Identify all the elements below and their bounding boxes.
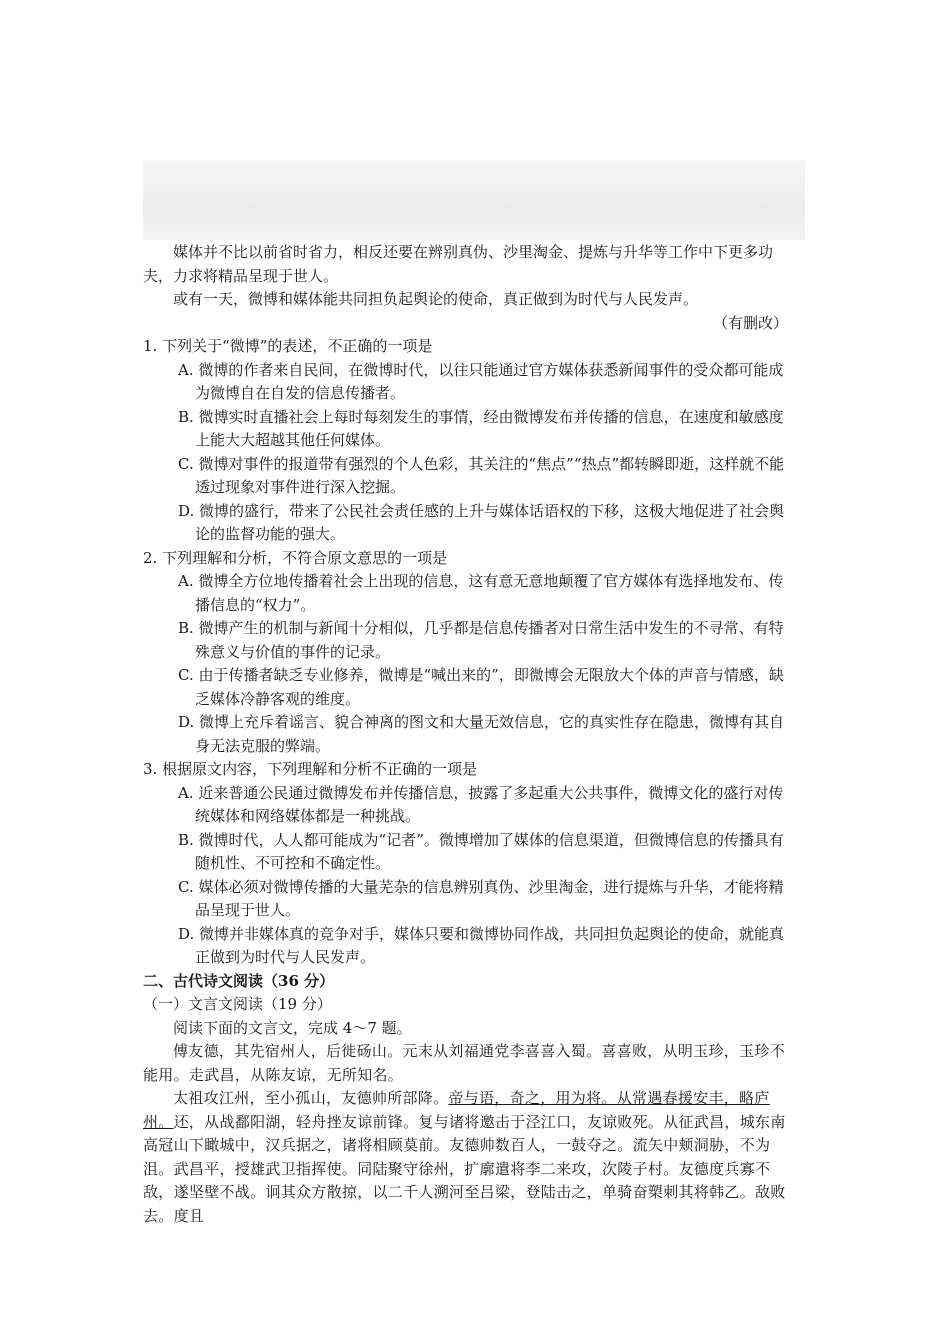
question-3 (143, 758, 788, 970)
question-stem: 1. 下列关于“微博”的表述，不正确的一项是 (143, 337, 433, 355)
option-c: C. 由于传播者缺乏专业修养，微博是“喊出来的”，即微博会无限放大个体的声音与情感，缺乏媒体冷静客观的维度。 (178, 666, 784, 708)
subsection-title: （一）文言文阅读（19 分） (143, 995, 332, 1013)
option-c: C. 微博对事件的报道带有强烈的个人色彩，其关注的“焦点”“热点”都转瞬即逝，这样就不能透过现象对事件进行深入挖掘。 (178, 454, 785, 496)
passage-paragraph: 媒体并不比以前省时省力，相反还要在辨别真伪、沙里淘金、提炼与升华等工作中下更多功夫，力求将精品呈现于世人。 (143, 243, 774, 285)
option-a: A. 微博全方位地传播着社会上出现的信息，这有意无意地颠覆了官方媒体有选择地发布、传播信息的“权力”。 (178, 572, 784, 614)
option-a: A. 微博的作者来自民间，在微博时代，以往只能通过官方媒体获悉新闻事件的受众都可能成为微博自在自发的信息传播者。 (178, 360, 784, 402)
question-2 (143, 547, 788, 759)
option-d: D. 微博的盛行，带来了公民社会责任感的上升与媒体话语权的下移，这极大地促进了社会舆论的监督功能的强大。 (178, 501, 785, 543)
scan-shadow-band (143, 160, 805, 240)
question-1 (143, 335, 788, 547)
section-title: 二、古代诗文阅读（36 分） (143, 971, 335, 990)
option-b: B. 微博实时直播社会上每时每刻发生的事情，经由微博发布并传播的信息，在速度和敏感度上能大大超越其他任何媒体。 (178, 407, 784, 449)
classical-paragraph-2 (143, 1087, 788, 1228)
question-stem: 2. 下列理解和分析，不符合原文意思的一项是 (143, 548, 448, 567)
document-page (143, 241, 788, 1228)
option-a: A. 近来普通公民通过微博发布并传播信息，披露了多起重大公共事件，微博文化的盛行对传统媒体和网络媒体都是一种挑战。 (178, 783, 784, 825)
classical-text: 还，从战鄱阳湖，轻舟挫友谅前锋。复与诸将邀击于泾江口，友谅败死。从征武昌，城东南高冠山下瞰城中，汉兵据之，诸将相顾莫前。友德帅数百人，一鼓夺之。流矢中颊洞胁，不为沮。武昌平，授雄武卫指挥使。同陆聚守徐州，扩廓遣将李二来攻，次陵子村。友德度兵寡不敌，遂坚壁不战。诇其众方散掠，以二千人溯河至吕梁，登陆击之，单骑奋槊刺其将韩乙。敌败去。度且 (143, 1112, 786, 1225)
underlined-sentence: 帝与语，奇之，用为将。从常遇春援安丰，略庐州。 (143, 1089, 770, 1131)
question-stem: 3. 根据原文内容，下列理解和分析不正确的一项是 (143, 760, 478, 778)
source-note: （有删改） (712, 313, 788, 332)
option-c: C. 媒体必须对微博传播的大量芜杂的信息辨别真伪、沙里淘金，进行提炼与升华，才能将精品呈现于世人。 (178, 877, 784, 919)
instruction: 阅读下面的文言文，完成 4～7 题。 (173, 1018, 412, 1037)
classical-paragraph: 傅友德，其先宿州人，后徙砀山。元末从刘福通党李喜喜入蜀。喜喜败，从明玉珍，玉珍不能用。走武昌，从陈友谅，无所知名。 (143, 1042, 786, 1084)
option-b: B. 微博产生的机制与新闻十分相似，几乎都是信息传播者对日常生活中发生的不寻常、有特殊意义与价值的事件的记录。 (178, 619, 784, 661)
classical-text: 太祖攻江州，至小孤山，友德帅所部降。 (173, 1089, 449, 1107)
option-b: B. 微博时代，人人都可能成为“记者”。微博增加了媒体的信息渠道，但微博信息的传播具有随机性、不可控和不确定性。 (178, 830, 784, 872)
option-d: D. 微博上充斥着谣言、貌合神离的图文和大量无效信息，它的真实性存在隐患，微博有其自身无法克服的弊端。 (178, 713, 785, 755)
passage-paragraph: 或有一天，微博和媒体能共同担负起舆论的使命，真正做到为时代与人民发声。 (173, 290, 699, 308)
option-d: D. 微博并非媒体真的竞争对手，媒体只要和微博协同作战，共同担负起舆论的使命，就能真正做到为时代与人民发声。 (178, 924, 785, 966)
